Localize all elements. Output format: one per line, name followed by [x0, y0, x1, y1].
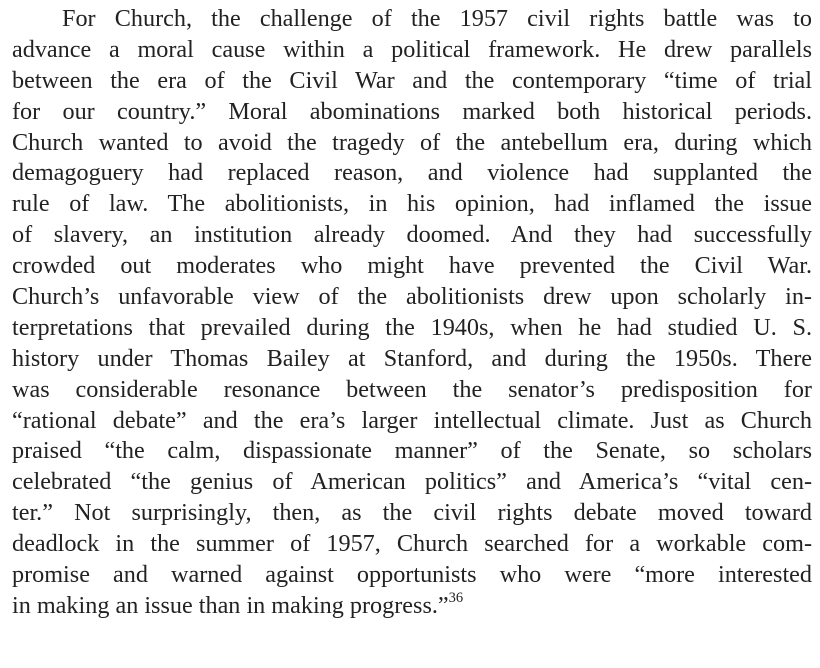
text-line: ter.” Not surprisingly, then, as the civil rights debate moved toward [12, 499, 812, 527]
text-line: Church’s unfavorable view of the abolitionists drew upon scholarly in- [12, 283, 812, 311]
text-line: for our country.” Moral abominations marked both historical periods. [12, 97, 812, 125]
text-line: terpretations that prevailed during the 1940s, when he had studied U. S. [12, 313, 812, 341]
text-line: demagoguery had replaced reason, and violence had supplanted the [12, 159, 812, 187]
text-line: was considerable resonance between the senator’s predisposition for [12, 375, 812, 403]
last-line-text: in making an issue than in making progress.” [12, 591, 449, 619]
text-line: promise and warned against opportunists who were “more interested [12, 561, 812, 589]
text-line: history under Thomas Bailey at Stanford, and during the 1950s. There [12, 344, 812, 372]
body-paragraph [12, 4, 812, 622]
text-line: deadlock in the summer of 1957, Church searched for a workable com- [12, 530, 812, 558]
text-line: advance a moral cause within a political framework. He drew parallels [12, 35, 812, 63]
footnote-marker: 36 [448, 589, 464, 606]
text-line: between the era of the Civil War and the contemporary “time of trial [12, 66, 812, 94]
text-line: rule of law. The abolitionists, in his opinion, had inflamed the issue [12, 190, 812, 218]
text-line: For Church, the challenge of the 1957 civil rights battle was to [62, 5, 812, 32]
text-line: praised “the calm, dispassionate manner” of the Senate, so scholars [12, 437, 812, 465]
text-line: crowded out moderates who might have prevented the Civil War. [12, 252, 812, 280]
text-line: of slavery, an institution already doomed. And they had successfully [12, 221, 812, 249]
text-line: “rational debate” and the era’s larger intellectual climate. Just as Church [12, 406, 812, 434]
text-line: celebrated “the genius of American politics” and America’s “vital cen- [12, 468, 812, 496]
text-line-last [12, 591, 812, 622]
text-line: Church wanted to avoid the tragedy of the antebellum era, during which [12, 128, 812, 156]
document-page [12, 4, 812, 622]
